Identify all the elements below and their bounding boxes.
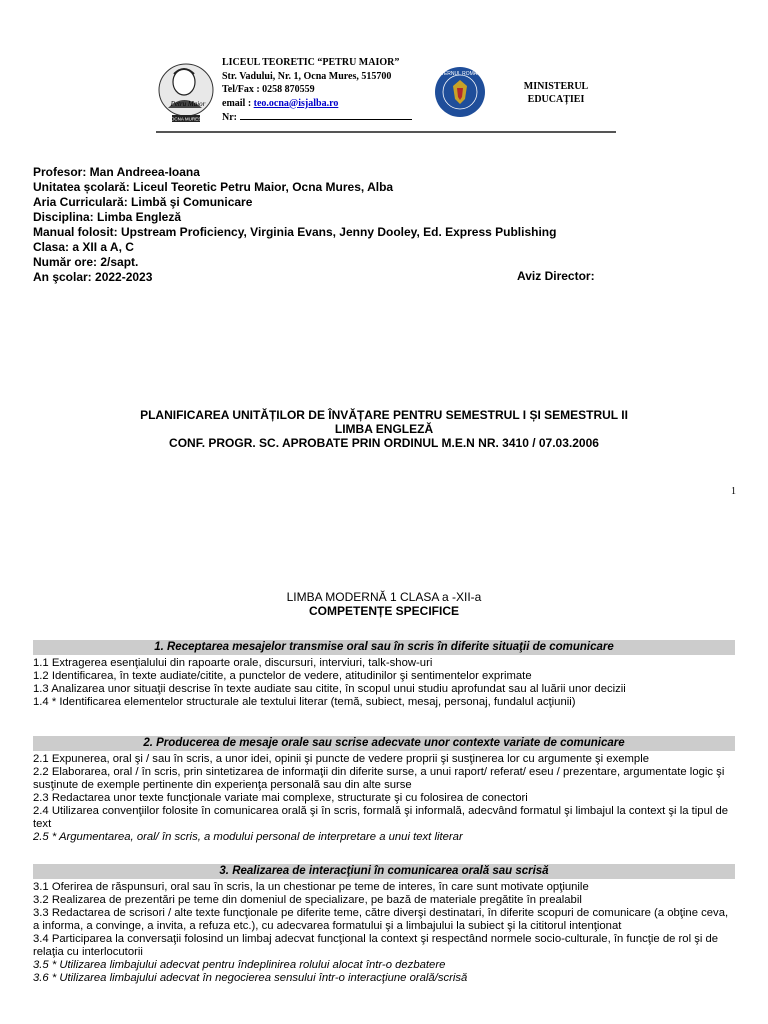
logo-text-2: OCNA MURES [170,116,202,122]
document-info-block [33,165,556,285]
email-label: email : [222,97,254,109]
discipline: Disciplina: Limba Engleză [33,210,182,224]
ministry-line-2: EDUCAȚIEI [527,94,585,105]
email-link[interactable]: teo.ocna@isjalba.ro [253,97,339,109]
school-contact-block [222,56,412,125]
director-approval-label: Aviz Director: [517,269,595,283]
competence-item: 3.5 * Utilizarea limbajului adecvat pentru îndeplinirea rolului alocat într-o dezbatere [33,959,446,971]
plan-title-line-2: LIMBA ENGLEZĂ [334,422,434,436]
school-telfax: Tel/Fax : 0258 870559 [222,84,315,95]
section-subtitle [0,590,768,618]
competence-item: 3.2 Realizarea de prezentări pe teme din domeniul de specializare, pe bază de materiale pregătite în prealabil [33,894,582,906]
competence-item: 1.2 Identificarea, în texte audiate/citite, a punctelor de vedere, atitudinilor şi sentimentelor exprimate [33,670,532,682]
school-year: An şcolar: 2022-2023 [33,270,153,284]
competence-item: 3.4 Participarea la conversaţii folosind un limbaj adecvat funcţional la context şi respectând normele socio-culturale, în funcţie de rol şi de relaţia cu interlocutorii [33,933,719,958]
competence-item: 2.4 Utilizarea convenţiilor folosite în comunicarea orală şi în scris, formală şi informală, adecvând formatul şi limbajul la context şi la tipul de text [33,805,729,830]
competence-section-2 [33,736,735,844]
competence-item: 1.4 * Identificarea elementelor structurale ale textului literar (temă, subiect, mesaj, personaj, fundalul acţiunii) [33,696,576,708]
nr-label: Nr: [222,112,240,123]
competence-item: 2.1 Expunerea, oral şi / sau în scris, a unor idei, opinii şi puncte de vedere proprii şi susţinerea lor cu argumente şi exemple [33,753,650,765]
competence-item: 2.2 Elaborarea, oral / în scris, prin sintetizarea de informaţii din diferite surse, a unui raport/ referat/ eseu / prezentare, argumentate logic şi susţinute de exemple pertinente din experienţa personală sau din alte surse [33,766,725,791]
government-seal [434,66,486,118]
school-email-row [222,97,412,111]
class-info: Clasa: a XII a A, C [33,240,134,254]
ministry-name [506,80,606,106]
school-logo [156,62,216,124]
school-unit: Unitatea școlară: Liceul Teoretic Petru Maior, Ocna Mures, Alba [33,180,394,194]
school-logo-image [156,62,216,124]
teacher-name: Profesor: Man Andreea-Ioana [33,165,200,179]
competence-item: 2.3 Redactarea unor texte funcţionale variate mai complexe, structurate şi cu folosirea de conectori [33,792,528,804]
seal-text: GUVERNUL ROMÂNIEI [434,71,486,77]
section-heading: 3. Realizarea de interacţiuni în comunicarea orală sau scrisă [33,864,735,879]
plan-title-line-1: PLANIFICAREA UNITĂȚILOR DE ÎNVĂȚARE PENTRU SEMESTRUL I ȘI SEMESTRUL II [140,408,628,422]
plan-title-line-3: CONF. PROGR. SC. APROBATE PRIN ORDINUL M.E.N NR. 3410 / 07.03.2006 [169,436,599,450]
competence-item: 1.1 Extragerea esenţialului din rapoarte orale, discursuri, interviuri, talk-show-uri [33,657,433,669]
competence-item: 3.3 Redactarea de scrisori / alte texte funcţionale pe diferite teme, către diverşi destinatari, în diferite scopuri de comunicare (a obţine ceva, a informa, a convinge, a invita, a refuza etc.), cu adecvarea formatului şi a limbajului la subiect şi la cititorul intenţionat [33,907,729,932]
plan-title [0,408,768,450]
competence-section-1 [33,640,735,709]
ministry-line-1: MINISTERUL [523,81,589,92]
subtitle-line-2: COMPETENȚE SPECIFICE [308,604,460,618]
section-heading: 1. Receptarea mesajelor transmise oral sau în scris în diferite situaţii de comunicare [33,640,735,655]
textbook: Manual folosit: Upstream Proficiency, Virginia Evans, Jenny Dooley, Ed. Express Publishing [33,225,557,239]
header-divider [156,131,616,133]
hours-info: Număr ore: 2/sapt. [33,255,139,269]
competence-item: 1.3 Analizarea unor situaţii descrise în texte audiate sau citite, în scopul unui studiu aprofundat sau al luării unor decizii [33,683,626,695]
logo-text-1: Petru Maior [170,100,206,108]
competence-item: 2.5 * Argumentarea, oral/ în scris, a modului personal de interpretare a unui text literar [33,831,463,843]
subtitle-line-1: LIMBA MODERNĂ 1 CLASA a -XII-a [286,590,482,604]
school-address: Str. Vadului, Nr. 1, Ocna Mures, 515700 [222,70,392,82]
competence-section-3 [33,864,735,985]
competence-item: 3.1 Oferirea de răspunsuri, oral sau în scris, la un chestionar pe teme de interes, în care sunt motivate opţiunile [33,881,589,893]
page-number: 1 [731,486,736,497]
curricular-area: Aria Curriculară: Limbă şi Comunicare [33,195,253,209]
government-seal-icon [434,66,486,118]
nr-blank-line [240,110,412,120]
registry-number-row [222,110,412,125]
section-heading: 2. Producerea de mesaje orale sau scrise adecvate unor contexte variate de comunicare [33,736,735,751]
competence-item: 3.6 * Utilizarea limbajului adecvat în negocierea sensului într-o interacţiune orală/scrisă [33,972,468,984]
school-name: LICEUL TEORETIC “PETRU MAIOR” [222,57,400,68]
